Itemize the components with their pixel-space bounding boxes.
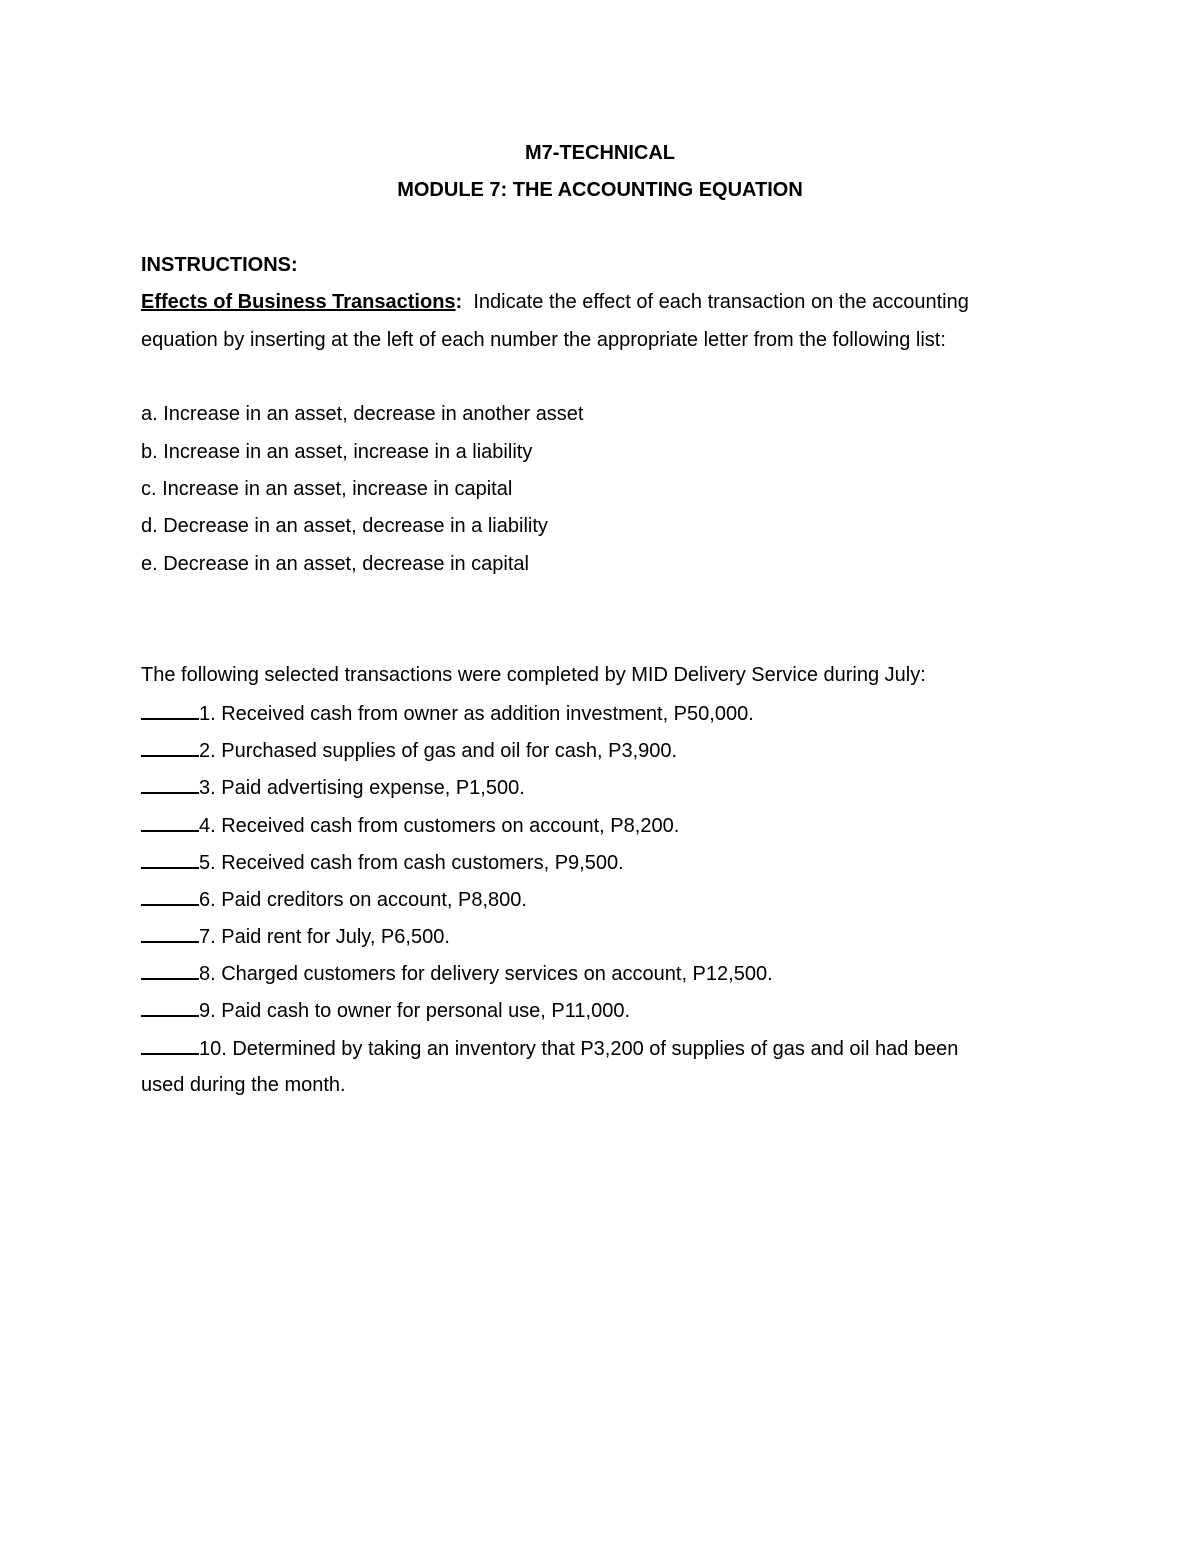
answer-blank[interactable] xyxy=(141,924,199,943)
transaction-text: 10. Determined by taking an inventory that P3,200 of supplies of gas and oil had been xyxy=(199,1038,959,1060)
transaction-item xyxy=(141,961,773,986)
transaction-item xyxy=(141,850,624,875)
answer-blank[interactable] xyxy=(141,998,199,1017)
transaction-item xyxy=(141,887,527,912)
answer-blank[interactable] xyxy=(141,775,199,794)
transaction-item xyxy=(141,738,677,763)
module-code: M7-TECHNICAL xyxy=(525,142,675,164)
transaction-item xyxy=(141,813,679,838)
answer-blank[interactable] xyxy=(141,850,199,869)
transaction-continuation: used during the month. xyxy=(141,1074,346,1096)
instructions-topic: Effects of Business Transactions xyxy=(141,291,456,313)
transaction-item xyxy=(141,701,754,726)
option-c: c. Increase in an asset, increase in capital xyxy=(141,478,513,500)
answer-blank[interactable] xyxy=(141,1036,199,1055)
transaction-item xyxy=(141,1036,958,1061)
instructions-line-1 xyxy=(141,290,969,314)
transaction-text: 8. Charged customers for delivery services on account, P12,500. xyxy=(199,963,773,985)
transaction-text: 7. Paid rent for July, P6,500. xyxy=(199,926,450,948)
answer-blank[interactable] xyxy=(141,961,199,980)
instructions-line-2: equation by inserting at the left of each number the appropriate letter from the following list: xyxy=(141,329,946,351)
option-d: d. Decrease in an asset, decrease in a liability xyxy=(141,515,548,537)
transactions-intro: The following selected transactions were completed by MID Delivery Service during July: xyxy=(141,664,926,686)
answer-blank[interactable] xyxy=(141,701,199,720)
option-e: e. Decrease in an asset, decrease in capital xyxy=(141,553,529,575)
option-a: a. Increase in an asset, decrease in another asset xyxy=(141,403,584,425)
answer-blank[interactable] xyxy=(141,813,199,832)
answer-blank[interactable] xyxy=(141,738,199,757)
transaction-text: 6. Paid creditors on account, P8,800. xyxy=(199,889,527,911)
transaction-text: 3. Paid advertising expense, P1,500. xyxy=(199,777,525,799)
transaction-text: 1. Received cash from owner as addition investment, P50,000. xyxy=(199,703,754,725)
transaction-text: 4. Received cash from customers on account, P8,200. xyxy=(199,815,680,837)
transaction-item xyxy=(141,775,525,800)
answer-blank[interactable] xyxy=(141,887,199,906)
option-b: b. Increase in an asset, increase in a liability xyxy=(141,441,533,463)
transaction-text: 9. Paid cash to owner for personal use, P11,000. xyxy=(199,1000,631,1022)
transaction-item xyxy=(141,998,630,1023)
transaction-text: 5. Received cash from cash customers, P9,500. xyxy=(199,852,624,874)
transaction-item xyxy=(141,924,450,949)
instructions-text-1: Indicate the effect of each transaction on the accounting xyxy=(473,291,969,313)
transaction-text: 2. Purchased supplies of gas and oil for cash, P3,900. xyxy=(199,740,678,762)
module-title: MODULE 7: THE ACCOUNTING EQUATION xyxy=(397,179,803,201)
instructions-topic-colon: : xyxy=(455,291,463,313)
instructions-label: INSTRUCTIONS: xyxy=(141,254,298,276)
